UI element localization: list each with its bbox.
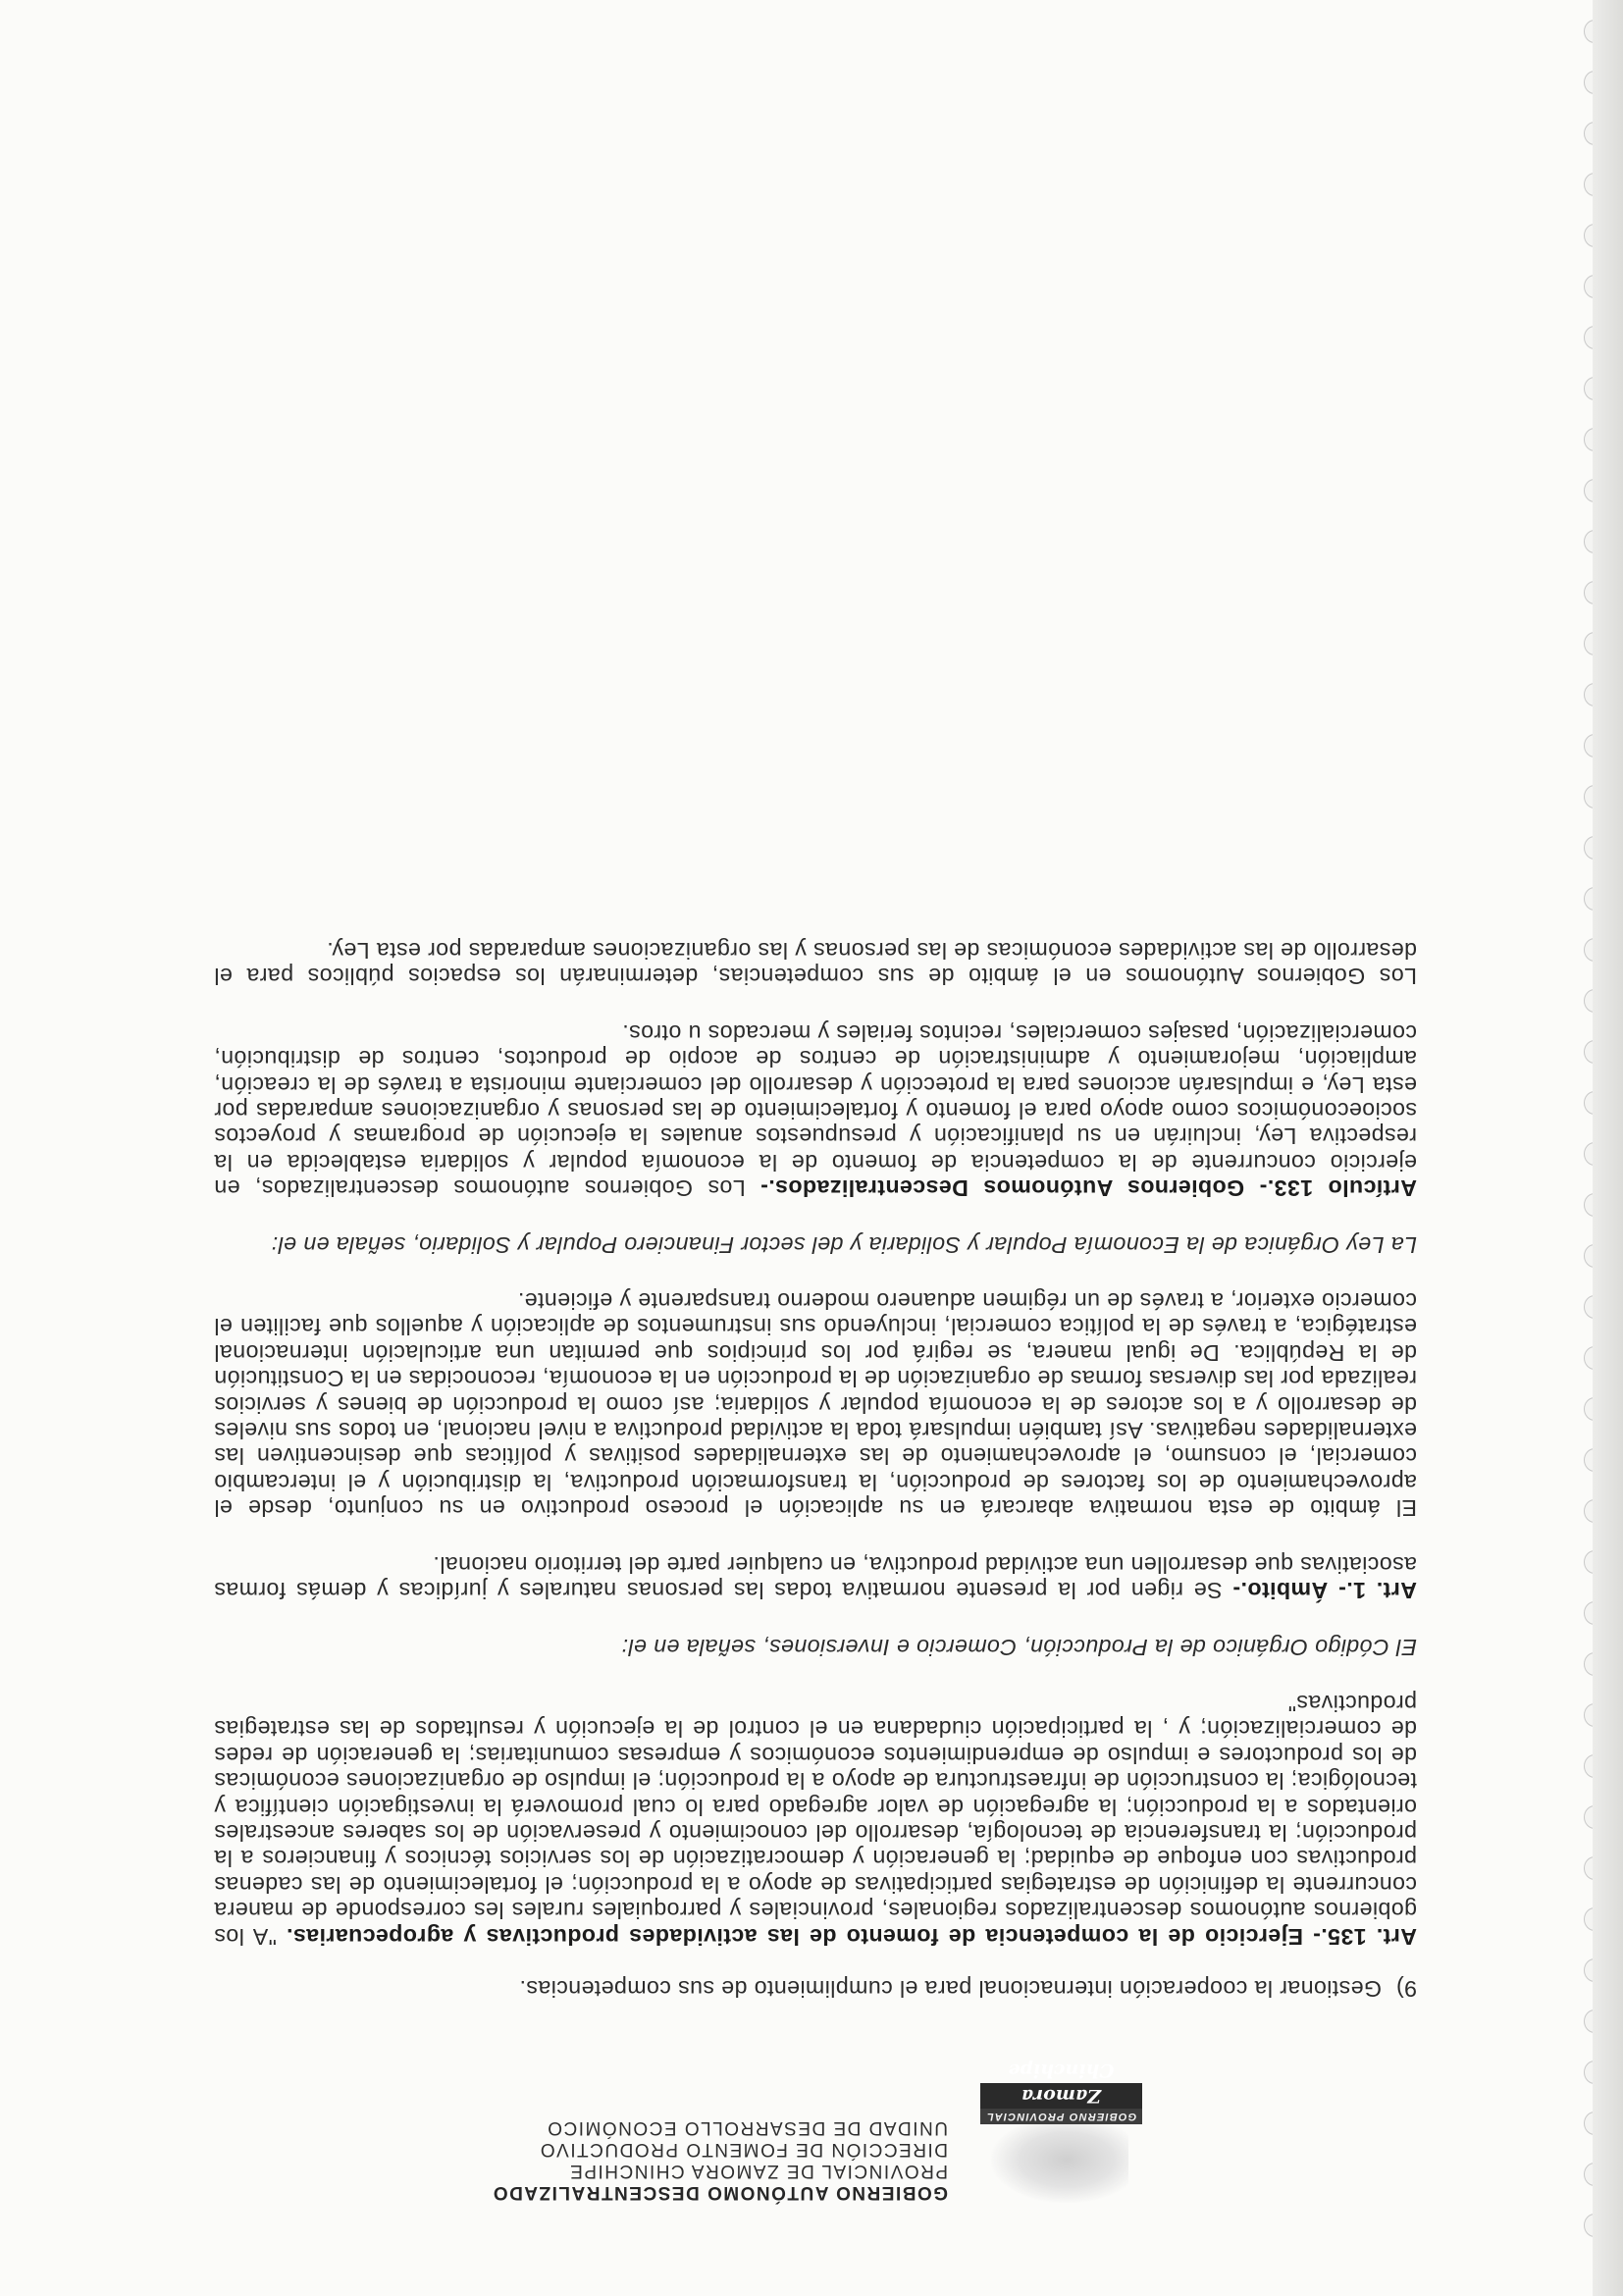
list-number: 9) <box>1395 1976 1417 2002</box>
article-133 <box>214 1019 1417 1201</box>
list-item-9 <box>214 1976 1417 2002</box>
article-135-text: "A los gobiernos autónomos descentralizados regionales, provinciales y parroquiales rurales les corresponde de manera concurrente la definición de estrategias participativas de apoyo a la producción; el fortalecimiento de las cadenas productivas con enfoque de equidad; la generación y democratización de los servicios técnicos y financieros a la producción; la transferencia de tecnología, desarrollo del conocimiento y preservación de los saberes ancestrales orientados a la producción; la agregación de valor agregado para lo cual promoverá la investigación científica y tecnológica; la construcción de infraestructura de apoyo a la producción; el impulso de organizaciones económicas de los productores e impulso de emprendimientos económicos y empresas comunitarias; la generación de redes de comercialización; y , la participación ciudadana en el control de la ejecución y resultados de las estrategias productivas" <box>214 1690 1417 1950</box>
document-header <box>184 2060 1146 2203</box>
article-133-title: Artículo 133.- Gobiernos Autónomos Descentralizados.- <box>759 1175 1417 1202</box>
document-body <box>214 938 1417 2002</box>
article-135 <box>214 1691 1417 1950</box>
logo-name: Zamora Chinchipe <box>980 2083 1142 2109</box>
article-1 <box>214 1551 1417 1603</box>
article-133-text: Los Gobiernos autónomos descentralizados, en ejercicio concurrente de la competencia de fomento de la economía popular y solidaria establecida en la respectiva Ley, incluirán en su planificación y presupuestos anuales la ejecución de programas y proyectos socioeconómicos como apoyo para el fomento y fortalecimiento de las personas y organizaciones amparadas por esta Ley, e impulsarán acciones para la protección y desarrollo del comerciante minorista a través de la creación, ampliación, mejoramiento y administración de centros de acopio de productos, centros de distribución, comercialización, pasajes comerciales, recintos feriales y mercados u otros. <box>214 1019 1417 1202</box>
logo-subtitle: GOBIERNO PROVINCIAL <box>980 2109 1142 2124</box>
org-line-1: GOBIERNO AUTÓNOMO DESCENTRALIZADO <box>492 2182 948 2203</box>
scope-paragraph: El ámbito de esta normativa abarcará en su aplicación el proceso productivo en su conjunto, desde el aprovechamiento de los factores de producción, la transformación productiva, la distribución y el intercambio comercial, el consumo, el aprovechamiento de las externalidades positivas y políticas que desincentiven las externalidades negativas. Así también impulsará toda la actividad productiva a nivel nacional, en todos sus niveles de desarrollo y a los actores de la economía popular y solidaria; así como la producción de bienes y servicios realizada por las diversas formas de organización de la producción en la economía, reconocidas en la Constitución de la República. De igual manera, se regirá por los principios que permitan una articulación internacional estratégica, a través de la política comercial, incluyendo sus instrumentos de aplicación y aquellos que faciliten el comercio exterior, a través de un régimen aduanero moderno transparente y eficiente. <box>214 1288 1417 1522</box>
article-1-title: Art. 1.- Ámbito.- <box>1232 1578 1417 1604</box>
list-text: Gestionar la cooperación internacional para el cumplimiento de sus competencias. <box>519 1976 1382 2002</box>
copi-intro: El Código Orgánico de la Producción, Comercio e Inversiones, señala en el: <box>621 1634 1417 1660</box>
org-line-2: PROVINCIAL DE ZAMORA CHINCHIPE <box>568 2161 948 2181</box>
org-line-4: UNIDAD DE DESARROLLO ECONÓMICO <box>546 2117 948 2138</box>
map-emblem-icon <box>991 2124 1128 2203</box>
gad-paragraph: Los Gobiernos Autónomos en el ámbito de sus competencias, determinarán los espacios públicos para el desarrollo de las actividades económicas de las personas y las organizaciones amparadas por esta Ley. <box>214 938 1417 990</box>
loeps-intro: La Ley Orgánica de la Economía Popular y Solidaria y del sector Financiero Popular y Solidario, señala en el: <box>271 1231 1417 1258</box>
org-line-3: DIRECCIÓN DE FOMENTO PRODUCTIVO <box>539 2139 948 2160</box>
article-135-title: Art. 135.- Ejercicio de la competencia de fomento de las actividades productivas y agropecuarias. <box>286 1923 1417 1950</box>
page-edge-shadow <box>1593 0 1623 2296</box>
organization-block <box>202 2116 948 2203</box>
article-1-text: Se rigen por la presente normativa todas las personas naturales y jurídicas y demás formas asociativas que desarrollen una actividad productiva, en cualquier parte del territorio nacional. <box>214 1551 1417 1604</box>
provincial-logo <box>979 2056 1146 2203</box>
